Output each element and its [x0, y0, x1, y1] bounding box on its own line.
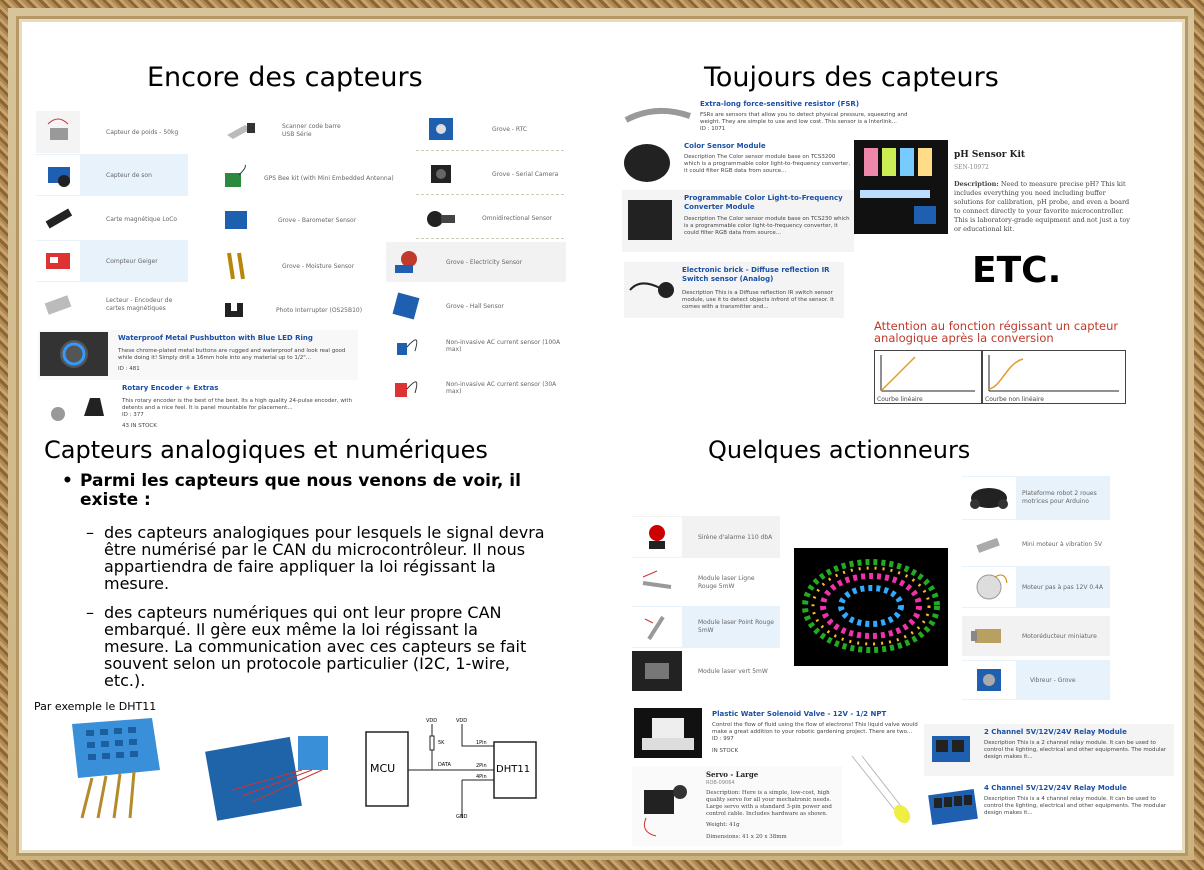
siren-image	[632, 517, 682, 557]
vdd-label: VDD	[456, 718, 468, 724]
ph-desc-text: Need to measure precise pH? This kit includes everything you need including buffer solutions for calibration, pH probe, and even a board to connect directly to your favorite microcontroller. This is laboratory-grade equipment and not just a toy or educational kit.	[954, 180, 1130, 233]
dash: –	[86, 603, 94, 622]
fsr-desc: FSRs are sensors that allow you to detect physical pressure, squeezing and weight. They are simple to use and low cost. This sensor is a Interlink...	[700, 112, 908, 125]
led-image	[842, 750, 912, 830]
prog-color-card	[622, 190, 854, 252]
relay2-desc: Description This is a 2 channel relay module. It can be used to control the lighting, electrical and other equipments. The modular design makes it...	[984, 740, 1167, 760]
led-strip-image	[794, 548, 948, 666]
ph-kit-desc	[954, 180, 1134, 234]
actuator-item	[632, 562, 780, 604]
sensor-label: Non-invasive AC current sensor (100A max)	[446, 339, 561, 353]
curve-nonlinear-label: Courbe non linéaire	[985, 396, 1044, 403]
pushbutton-desc: These chrome-plated metal buttons are rugged and waterproof and look real good while doing it! Simply drill a 16mm hole into any material up to 1/2"...	[118, 348, 346, 361]
sensor-label: Scanner code barre USB Série	[282, 123, 341, 138]
ph-kit-title[interactable]: pH Sensor Kit	[954, 150, 1026, 160]
title-actionneurs: Quelques actionneurs	[708, 436, 971, 464]
pushbutton-id: ID : 481	[118, 366, 140, 372]
sensor-item	[36, 198, 188, 240]
sensor-label: Grove - Serial Camera	[492, 170, 559, 178]
data-label: DATA	[438, 762, 451, 768]
bullet-text: Parmi les capteurs que nous venons de voir, il existe :	[80, 471, 521, 510]
fsr-card	[622, 98, 922, 134]
solenoid-valve-desc: Control the flow of fluid using the flow of electrons! This liquid valve would make a great addition to your robotic gardening project. There are two...	[712, 722, 918, 735]
prog-color-desc: Description The Color sensor module base on TCS230 which is a programmable color light-to-frequency converter, it could filter RGB data from source...	[684, 216, 850, 236]
sensor-item	[386, 242, 566, 282]
actuator-item	[962, 476, 1110, 520]
sound-sensor-image	[36, 155, 80, 195]
hall-sensor-image	[386, 288, 426, 324]
pushbutton-card	[38, 330, 358, 380]
actuator-item	[632, 606, 780, 648]
sensor-label: Photo Interrupter (OS25B10)	[276, 306, 363, 314]
ir-brick-desc: Description This is a Diffuse reflection IR switch sensor module, use it to detect objects infront of the sensor. It comes with a transmitter and...	[682, 290, 834, 310]
actuator-item	[632, 516, 780, 558]
pushbutton-image	[40, 332, 108, 376]
relay4-image	[928, 784, 978, 828]
actuator-label: Mini moteur à vibration 5V	[1022, 540, 1103, 548]
ir-brick-title[interactable]: Electronic brick - Diffuse reflection IR Switch sensor (Analog)	[682, 266, 830, 283]
arduino-wiring-image	[202, 716, 342, 824]
laser-line-image	[632, 563, 682, 603]
color-sensor-image	[624, 144, 670, 182]
sensor-item	[416, 198, 564, 239]
servo-image	[634, 770, 700, 840]
relay2-card	[924, 724, 1174, 776]
laser-green-image	[632, 651, 682, 691]
relay4-title[interactable]: 4 Channel 5V/12V/24V Relay Module	[984, 784, 1127, 792]
title-encore-capteurs: Encore des capteurs	[147, 62, 423, 93]
sensor-label: GPS Bee kit (with Mini Embedded Antenna)	[264, 174, 394, 182]
slide-canvas	[22, 22, 1182, 850]
rotary-encoder-image	[44, 386, 104, 430]
geiger-counter-image	[36, 241, 80, 281]
sensor-label: Capteur de son	[106, 171, 152, 179]
laser-point-image	[632, 607, 682, 647]
sensor-label: Grove - Barometer Sensor	[278, 216, 357, 224]
etc-label: ETC.	[972, 250, 1062, 291]
sensor-item	[416, 108, 564, 151]
solenoid-valve-stock: IN STOCK	[712, 748, 739, 754]
color-sensor-card	[622, 140, 852, 186]
dht11-schematic	[362, 718, 542, 822]
ph-kit-image	[854, 140, 948, 234]
robot-platform-image	[962, 477, 1016, 519]
rotary-title[interactable]: Rotary Encoder + Extras	[122, 384, 219, 392]
servo-desc: Description: Here is a simple, low-cost, high quality servo for all your mechatronic needs. Large servo with a standard 3-pin power and control cable. Includes hardware as shown.	[706, 790, 832, 817]
photo-interrupter-image	[216, 293, 252, 327]
curve-linear-label: Courbe linéaire	[877, 396, 923, 403]
electricity-sensor-image	[386, 244, 426, 280]
barcode-scanner-image	[216, 111, 266, 151]
sensor-item	[216, 202, 396, 238]
dht11-label: DHT11	[496, 764, 531, 775]
sensor-item	[216, 160, 396, 196]
sensor-item	[386, 370, 566, 406]
sensor-item	[36, 284, 188, 326]
vibrator-grove-image	[962, 661, 1016, 699]
ir-brick-card	[624, 262, 844, 318]
sub-bullet-digital	[86, 604, 546, 689]
rotary-id: ID : 377	[122, 412, 144, 418]
sensor-label: Grove - Moisture Sensor	[282, 262, 355, 270]
sensor-item	[36, 154, 188, 196]
actuator-item	[962, 660, 1110, 700]
ph-desc-label: Description:	[954, 180, 999, 188]
actuator-item	[962, 616, 1110, 656]
prog-color-image	[628, 200, 672, 240]
pin2-label: 2Pin	[476, 763, 487, 769]
color-sensor-title[interactable]: Color Sensor Module	[684, 142, 766, 150]
sensor-item	[36, 240, 188, 282]
actuator-item	[962, 566, 1110, 608]
curve-linear	[874, 350, 982, 404]
rotary-desc: This rotary encoder is the best of the best. Its a high quality 24-pulse encoder, with detents and a nice feel. It is panel mountable for placement...	[122, 398, 353, 411]
title-analog-digital: Capteurs analogiques et numériques	[44, 436, 488, 464]
dash: –	[86, 523, 94, 542]
title-toujours-capteurs: Toujours des capteurs	[704, 62, 999, 93]
sensor-item	[386, 286, 566, 326]
sub-bullet-analog	[86, 524, 546, 592]
ir-brick-image	[626, 272, 678, 308]
servo-card	[632, 766, 842, 846]
actuator-label: Sirène d'alarme 110 dbA	[698, 533, 773, 541]
sensor-label: Compteur Geiger	[106, 257, 158, 265]
actuator-label: Motoréducteur miniature	[1022, 632, 1097, 640]
relay4-card	[924, 780, 1174, 836]
relay2-title[interactable]: 2 Channel 5V/12V/24V Relay Module	[984, 728, 1127, 736]
solenoid-valve-image	[634, 708, 702, 758]
actuator-label: Vibreur - Grove	[1030, 676, 1076, 684]
sensor-label: Omnidirectional Sensor	[482, 214, 553, 222]
ac-current-100a-image	[386, 330, 426, 362]
ac-current-30a-image	[386, 372, 426, 404]
sensor-label: Grove - Electricity Sensor	[446, 258, 523, 266]
stepper-motor-image	[962, 567, 1016, 607]
servo-dimensions: Dimensions: 41 x 20 x 38mm	[706, 834, 787, 840]
actuator-label: Module laser Point Rouge 5mW	[698, 619, 774, 634]
sensor-label: Grove - Hall Sensor	[446, 302, 504, 310]
solenoid-valve-id: ID : 997	[712, 736, 734, 742]
sensor-label: Non-invasive AC current sensor (30A max)	[446, 381, 557, 395]
sub-bullet-analog-text: des capteurs analogiques pour lesquels le signal devra être numérisé par le CAN du microcontrôleur. Il nous appartiendra de faire appliquer la loi régissant la mesure.	[104, 523, 545, 593]
fsr-id: ID : 1071	[700, 126, 726, 132]
pin1-label: 1Pin	[476, 740, 487, 746]
sensor-item	[36, 110, 188, 154]
actuator-item	[962, 524, 1110, 564]
load-cell-image	[36, 111, 80, 153]
bullet-main	[62, 472, 532, 510]
relay4-desc: Description This is a 4 channel relay module. It can be used to control the lighting, electrical and other equipments. The modular design makes it...	[984, 796, 1167, 816]
gnd-label: GND	[456, 814, 468, 820]
relay2-image	[928, 728, 974, 768]
pushbutton-title[interactable]: Waterproof Metal Pushbutton with Blue LED Ring	[118, 334, 313, 342]
barometer-image	[216, 203, 256, 237]
servo-weight: Weight: 41g	[706, 822, 740, 828]
color-sensor-desc: Description The Color sensor module base on TCS3200 which is a programmable color light-to-frequency converter, it could filter RGB data from source...	[684, 154, 851, 174]
mcu-label: MCU	[370, 762, 396, 775]
fsr-title[interactable]: Extra-long force-sensitive resistor (FSR)	[700, 100, 860, 108]
moisture-sensor-image	[216, 248, 256, 284]
grove-rtc-image	[416, 111, 466, 147]
sensor-item	[416, 154, 564, 195]
actuator-label: Moteur pas à pas 12V 0.4A	[1022, 583, 1103, 591]
sub-bullet-digital-text: des capteurs numériques qui ont leur propre CAN embarqué. Il gère eux même la loi régissant la mesure. La communication avec ces capteurs se fait souvent selon un protocole particulier (I2C, 1-wire, etc.).	[104, 603, 527, 690]
resistor-label: 5K	[438, 740, 445, 746]
omnidirectional-sensor-image	[416, 200, 466, 236]
attention-note: Attention au fonction régissant un capteur analogique après la conversion	[874, 319, 1119, 345]
servo-sku: ROB-09064	[706, 780, 735, 786]
sensor-label: Grove - RTC	[492, 125, 528, 133]
gps-bee-image	[216, 161, 252, 195]
pin4-label: 4Pin	[476, 774, 487, 780]
sensor-item	[216, 108, 358, 154]
bullet-dot: •	[62, 471, 73, 491]
rotary-card	[38, 382, 358, 434]
actuator-label: Module laser Ligne Rouge 5mW	[698, 575, 755, 590]
dht11-example-label: Par exemple le DHT11	[34, 700, 157, 713]
sensor-label: Carte magnétique LoCo	[106, 215, 178, 223]
actuator-label: Module laser vert 5mW	[698, 667, 768, 675]
servo-title[interactable]: Servo - Large	[706, 770, 759, 779]
sensor-item	[216, 246, 396, 286]
sensor-label: Capteur de poids - 50kg	[106, 128, 179, 136]
ph-kit-sku: SEN-10972	[954, 164, 989, 171]
dht11-sensor-image	[52, 714, 172, 824]
rotary-stock: 43 IN STOCK	[122, 423, 157, 429]
solenoid-valve-title[interactable]: Plastic Water Solenoid Valve - 12V - 1/2 NPT	[712, 710, 887, 718]
sensor-item	[216, 292, 396, 328]
fsr-image	[622, 100, 694, 132]
vdd-label: VDD	[426, 718, 438, 724]
curve-nonlinear	[982, 350, 1126, 404]
actuator-label: Plateforme robot 2 roues motrices pour Arduino	[1022, 490, 1097, 505]
card-reader-image	[36, 285, 80, 325]
magnetic-card-image	[36, 199, 80, 239]
actuator-item	[632, 650, 780, 692]
sensor-item	[386, 328, 566, 364]
gear-motor-image	[962, 617, 1016, 655]
vibration-motor-image	[962, 525, 1016, 563]
prog-color-title[interactable]: Programmable Color Light-to-Frequency Converter Module	[684, 194, 843, 211]
sensor-label: Lecteur - Encodeur de cartes magnétiques	[106, 297, 173, 312]
serial-camera-image	[416, 156, 466, 192]
